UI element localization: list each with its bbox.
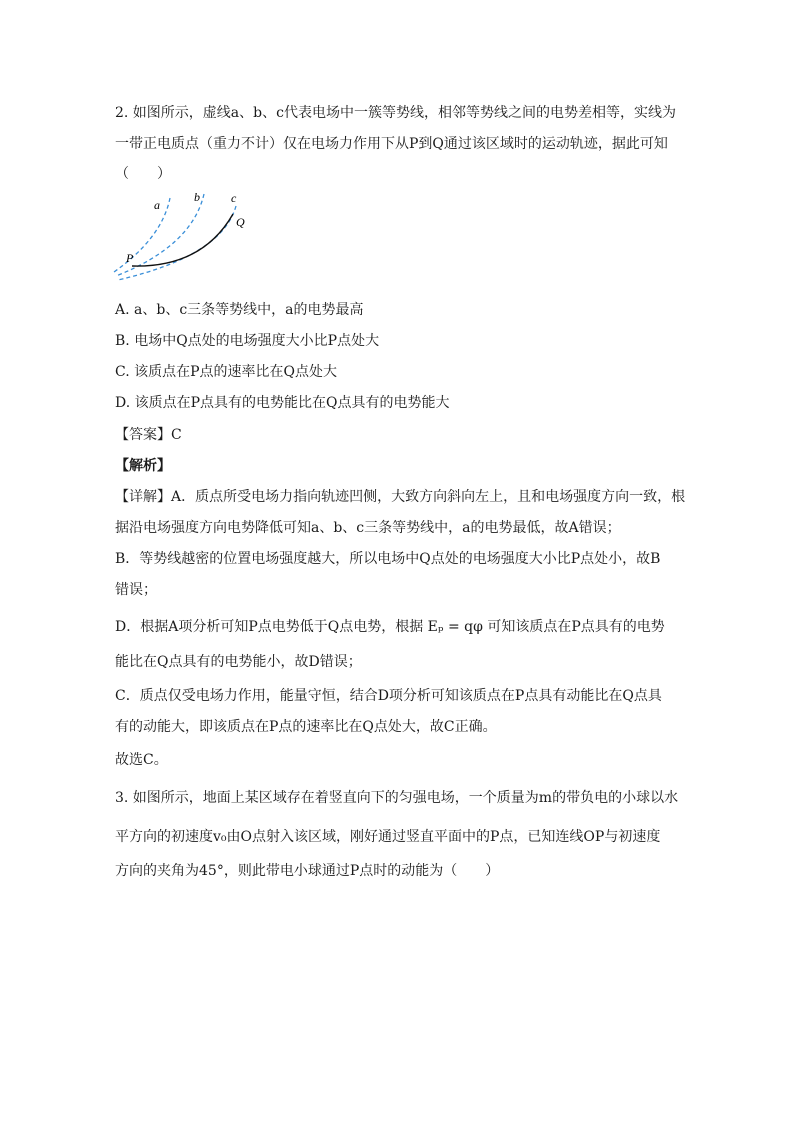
- equipotential-figure: [112, 186, 262, 286]
- label-P: P: [126, 251, 134, 265]
- q2-detail-line-4: 错误；: [115, 582, 157, 598]
- q2-conclusion: 故选C。: [115, 752, 168, 768]
- q2-stem-line-1: 2. 如图所示，虚线a、b、c代表电场中一簇等势线，相邻等势线之间的电势差相等，实线为: [115, 105, 676, 121]
- q2-option-d: D. 该质点在P点具有的电势能比在Q点具有的电势能大: [115, 395, 450, 411]
- trajectory-line: [132, 214, 233, 266]
- q2-detail-line-8: 有的动能大，即该质点在P点的速率比在Q点处大，故C正确。: [115, 719, 497, 735]
- q2-stem-line-3: （ ）: [115, 166, 171, 182]
- q2-stem-line-2: 一带正电质点（重力不计）仅在电场力作用下从P到Q通过该区域时的运动轨迹，据此可知: [115, 136, 668, 152]
- q2-option-c: C. 该质点在P点的速率比在Q点处大: [115, 364, 338, 380]
- label-a: a: [154, 198, 160, 212]
- q2-answer: 【答案】C: [115, 427, 182, 443]
- q3-stem-line-3: 方向的夹角为45°，则此带电小球通过P点时的动能为（ ）: [115, 863, 500, 879]
- q3-stem-line-1: 3. 如图所示，地面上某区域存在着竖直向下的匀强电场，一个质量为m的带负电的小球以水: [115, 790, 679, 806]
- q2-detail-line-6: 能比在Q点具有的电势能小，故D错误；: [115, 654, 362, 670]
- q3-stem-line-2: 平方向的初速度v₀由O点射入该区域，刚好通过竖直平面中的P点，已知连线OP与初速度: [115, 829, 661, 845]
- equipotential-line-a: [114, 198, 170, 272]
- q2-detail-line-3: B．等势线越密的位置电场强度越大，所以电场中Q点处的电场强度大小比P点处小，故B: [115, 551, 661, 567]
- label-Q: Q: [236, 215, 245, 229]
- q2-detail-line-7: C．质点仅受电场力作用，能量守恒，结合D项分析可知该质点在P点具有动能比在Q点具: [115, 688, 662, 704]
- equipotential-line-c: [118, 206, 236, 280]
- q2-detail-line-1: 【详解】A．质点所受电场力指向轨迹凹侧，大致方向斜向左上，且和电场强度方向一致，根: [115, 489, 686, 505]
- q2-analysis-title: 【解析】: [115, 458, 171, 474]
- q2-option-b: B. 电场中Q点处的电场强度大小比P点处大: [115, 333, 380, 349]
- label-b: b: [194, 190, 200, 204]
- q2-detail-line-5: D．根据A项分析可知P点电势低于Q点电势，根据 Eₚ = qφ 可知该质点在P点具有的电势: [115, 619, 665, 635]
- q2-option-a: A. a、b、c三条等势线中，a的电势最高: [115, 302, 364, 318]
- label-c: c: [231, 191, 237, 205]
- q2-detail-line-2: 据沿电场强度方向电势降低可知a、b、c三条等势线中，a的电势最低，故A错误；: [115, 520, 621, 536]
